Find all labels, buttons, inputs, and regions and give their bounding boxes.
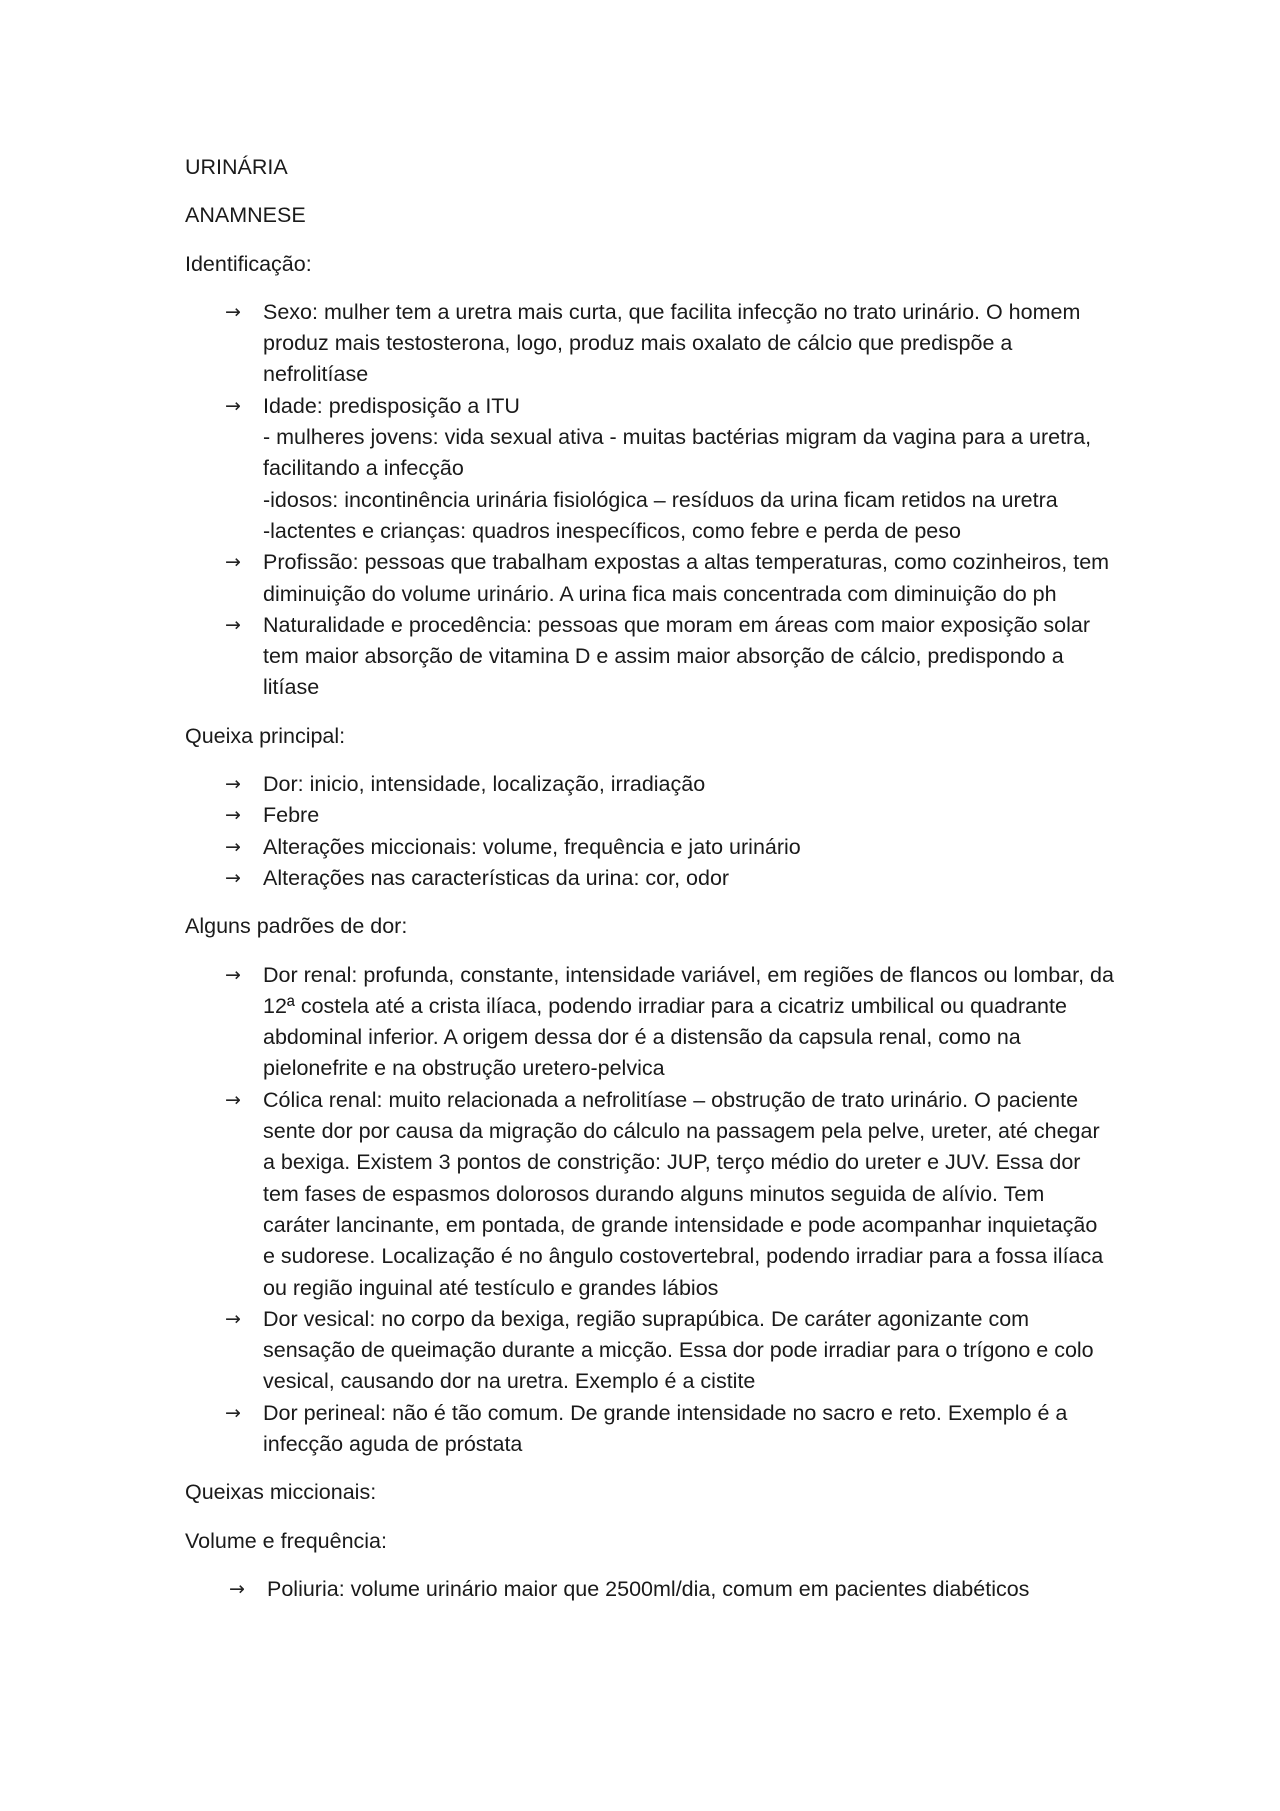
list-item (185, 960, 1115, 1085)
padroes-dor-list (185, 960, 1115, 1461)
list-item-text: Profissão: pessoas que trabalham expostas a altas temperaturas, como cozinheiros, tem diminuição do volume urinário. A urina fica mais concentrada com diminuição do ph (263, 550, 1110, 606)
list-item (185, 610, 1115, 704)
list-item (185, 1085, 1115, 1304)
list-item (185, 769, 1115, 800)
list-item-text: Poliuria: volume urinário maior que 2500ml/dia, comum em pacientes diabéticos (267, 1576, 1030, 1601)
document-title: URINÁRIA (185, 155, 288, 179)
arrow-icon: → (225, 773, 241, 796)
list-item-text: Idade: predisposição a ITU (263, 393, 520, 418)
section-heading-queixa-principal: Queixa principal: (185, 723, 346, 748)
arrow-icon: → (225, 1088, 241, 1111)
list-item-text: Naturalidade e procedência: pessoas que moram em áreas com maior exposição solar tem maior absorção de vitamina D e assim maior absorção de cálcio, predispondo a litíase (263, 612, 1090, 700)
arrow-icon: → (225, 613, 241, 636)
section-heading-volume-frequencia: Volume e frequência: (185, 1528, 387, 1553)
arrow-icon: → (225, 1401, 241, 1424)
list-item-text: Alterações nas características da urina: cor, odor (263, 865, 730, 890)
arrow-icon: → (225, 835, 241, 858)
list-item-subline: -lactentes e crianças: quadros inespecíficos, como febre e perda de peso (263, 518, 961, 543)
list-item-text: Dor: inicio, intensidade, localização, irradiação (263, 772, 706, 797)
list-item-text: Dor renal: profunda, constante, intensidade variável, em regiões de flancos ou lombar, da 12ª costela até a crista ilíaca, podendo irradiar para a cicatriz umbilical ou quadrante abdominal inferior. A origem dessa dor é a distensão da capsula renal, como na pielonefrite e na obstrução uretero-pelvica (263, 962, 1114, 1081)
arrow-icon: → (225, 804, 241, 827)
list-item (185, 800, 1115, 831)
arrow-icon: → (229, 1577, 245, 1600)
list-item-text: Sexo: mulher tem a uretra mais curta, que facilita infecção no trato urinário. O homem produz mais testosterona, logo, produz mais oxalato de cálcio que predispõe a nefrolitíase (263, 299, 1081, 387)
arrow-icon: → (225, 394, 241, 417)
list-item (185, 391, 1115, 547)
arrow-icon: → (225, 300, 241, 323)
list-item-text: Cólica renal: muito relacionada a nefrolitíase – obstrução de trato urinário. O paciente sente dor por causa da migração do cálculo na passagem pela pelve, ureter, até chegar a bexiga. Existem 3 pontos de constrição: JUP, terço médio do ureter e JUV. Essa dor tem fases de espasmos dolorosos durando alguns minutos seguida de alívio. Tem caráter lancinante, em pontada, de grande intensidade e pode acompanhar inquietação e sudorese. Localização é no ângulo costovertebral, podendo irradiar para a fossa ilíaca ou região inguinal até testículo e grandes lábios (263, 1087, 1104, 1300)
list-item (185, 1304, 1115, 1398)
list-item-text: Febre (263, 803, 320, 828)
document-content (185, 152, 1115, 1622)
arrow-icon: → (225, 1307, 241, 1330)
identificacao-list (185, 297, 1115, 704)
arrow-icon: → (225, 866, 241, 889)
arrow-icon: → (225, 963, 241, 986)
list-item (185, 863, 1115, 894)
list-item-text: Alterações miccionais: volume, frequência e jato urinário (263, 834, 801, 859)
list-item (185, 297, 1115, 391)
arrow-icon: → (225, 551, 241, 574)
list-item-subline: - mulheres jovens: vida sexual ativa - muitas bactérias migram da vagina para a uretra, facilitando a infecção (263, 425, 1092, 481)
list-item-subline: -idosos: incontinência urinária fisiológica – resíduos da urina ficam retidos na uretra (263, 487, 1058, 512)
queixa-principal-list (185, 769, 1115, 894)
section-heading-padroes-dor: Alguns padrões de dor: (185, 914, 408, 939)
list-item (185, 1574, 1115, 1605)
section-heading-queixas-miccionais: Queixas miccionais: (185, 1480, 377, 1505)
list-item (185, 832, 1115, 863)
section-heading-identificacao: Identificação: (185, 251, 312, 276)
volume-frequencia-list (185, 1574, 1115, 1605)
list-item-text: Dor vesical: no corpo da bexiga, região suprapúbica. De caráter agonizante com sensação de queimação durante a micção. Essa dor pode irradiar para o trígono e colo vesical, causando dor na uretra. Exemplo é a cistite (263, 1306, 1094, 1394)
list-item (185, 1398, 1115, 1461)
document-subtitle: ANAMNESE (185, 203, 306, 228)
list-item-text: Dor perineal: não é tão comum. De grande intensidade no sacro e reto. Exemplo é a infecção aguda de próstata (263, 1400, 1068, 1456)
list-item (185, 547, 1115, 610)
